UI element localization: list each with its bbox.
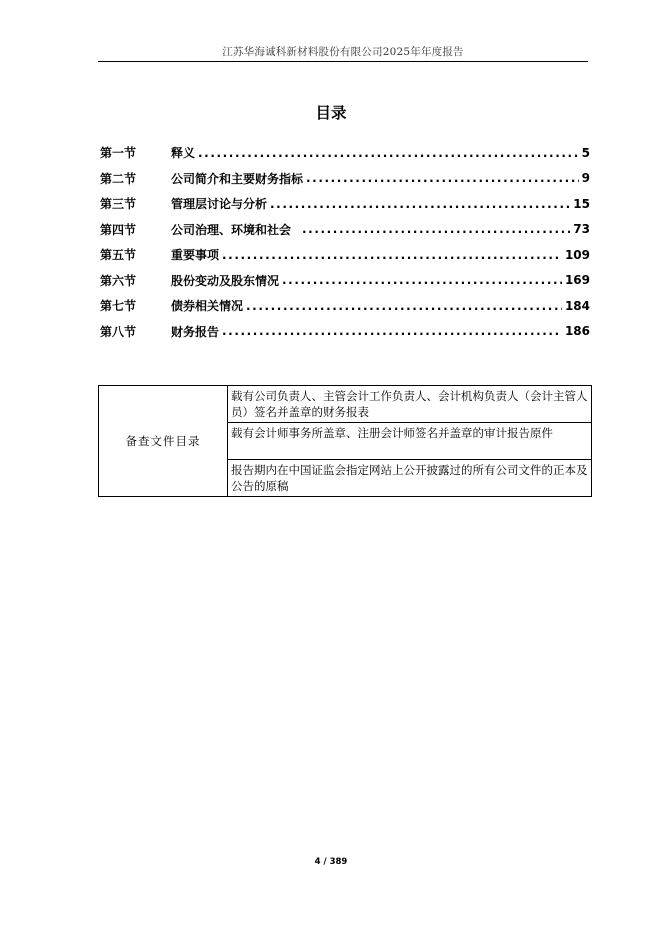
toc-leader-dots: [222, 324, 562, 338]
toc-section-number: 第三节: [100, 197, 137, 212]
toc-section-name: 股份变动及股东情况: [171, 273, 280, 288]
toc-page-number: 5: [581, 145, 590, 160]
toc-leader-dots: [246, 299, 562, 313]
toc-page-number: 186: [564, 324, 590, 339]
header-rule: [98, 61, 588, 62]
toc-entry[interactable]: [100, 242, 590, 268]
toc-leader-dots: [270, 197, 570, 211]
toc-page-number: 184: [564, 298, 590, 313]
reference-document-item: 载有公司负责人、主管会计工作负责人、会计机构负责人（会计主管人员）签名并盖章的财务报表: [228, 386, 592, 423]
toc-section-name: 释义: [171, 146, 196, 161]
toc-section-name: 重要事项: [171, 248, 220, 263]
toc-entry[interactable]: [100, 140, 590, 166]
toc-leader-dots: [306, 171, 579, 185]
toc-leader-dots: [282, 273, 562, 287]
toc-title: 目录: [315, 104, 347, 122]
toc-leader-dots: [222, 248, 562, 262]
toc-entry[interactable]: [100, 268, 590, 294]
toc-section-name: 公司治理、环境和社会: [171, 222, 292, 237]
toc-leader-dots: [198, 146, 579, 160]
toc-section-number: 第六节: [100, 273, 137, 288]
toc-entry[interactable]: [100, 191, 590, 217]
toc-section-number: 第四节: [100, 222, 137, 237]
toc-section-number: 第五节: [100, 248, 137, 263]
toc-section-number: 第七节: [100, 299, 137, 314]
toc-section-name: 财务报告: [171, 324, 220, 339]
toc-section-number: 第一节: [100, 146, 137, 161]
toc-page-number: 9: [581, 171, 590, 186]
toc-entry[interactable]: [100, 217, 590, 243]
toc-page-number: 109: [564, 247, 590, 262]
reference-documents-table: [98, 385, 592, 497]
reference-document-item: 报告期内在中国证监会指定网站上公开披露过的所有公司文件的正本及公告的原稿: [228, 460, 592, 497]
toc-page-number: 15: [573, 196, 590, 211]
toc-page-number: 73: [573, 222, 590, 237]
table-of-contents: [100, 140, 590, 344]
toc-page-number: 169: [564, 273, 590, 288]
toc-section-name: 管理层讨论与分析: [171, 197, 268, 212]
toc-section-name: 公司简介和主要财务指标: [171, 171, 304, 186]
table-row: [99, 386, 592, 423]
reference-documents-label: 备查文件目录: [99, 386, 228, 497]
toc-entry[interactable]: [100, 166, 590, 192]
toc-entry[interactable]: [100, 319, 590, 345]
page-number: 4 / 389: [314, 857, 348, 867]
reference-document-item: 载有会计师事务所盖章、注册会计师签名并盖章的审计报告原件: [228, 423, 592, 460]
toc-leader-dots: [294, 222, 570, 236]
toc-section-number: 第二节: [100, 171, 137, 186]
toc-section-name: 债券相关情况: [171, 299, 244, 314]
toc-entry[interactable]: [100, 293, 590, 319]
toc-section-number: 第八节: [100, 324, 137, 339]
running-header: 江苏华海诚科新材料股份有限公司2025年年度报告: [222, 46, 464, 58]
